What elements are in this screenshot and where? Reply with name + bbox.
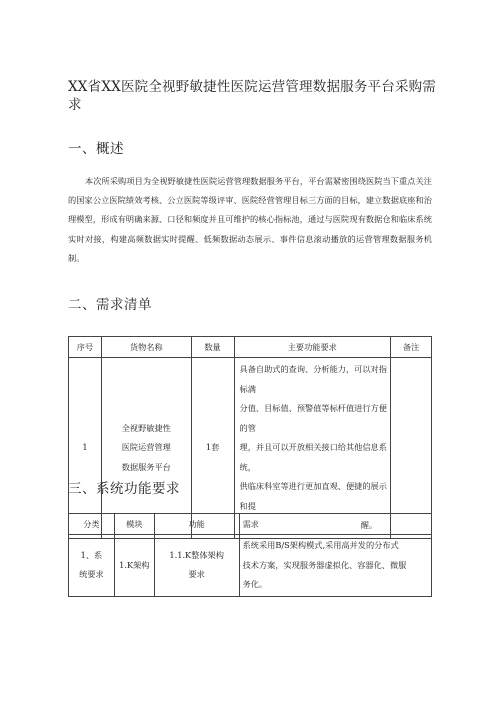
header-cell: 备注: [391, 337, 432, 358]
table-header-row: [69, 514, 432, 535]
header-cell: 序号: [69, 337, 102, 358]
goods-name: [101, 358, 191, 539]
requirement-line: 务化。: [242, 579, 268, 589]
section-heading-overview: 一、概述: [68, 141, 124, 157]
header-cell: 分类: [69, 514, 115, 535]
remarks: [391, 358, 432, 539]
function: [154, 535, 239, 597]
requirement: [239, 535, 431, 597]
document-title: XX省XX医院全视野敏捷性医院运营管理数据服务平台采购需求: [68, 79, 437, 113]
table-header-row: [69, 337, 432, 358]
requirement-line: 技术方案，实现服务器虚拟化、容器化、微服: [242, 559, 407, 570]
requirement-line: 具备自助式的查询、分析能力，可以对指标满: [239, 364, 387, 394]
overview-paragraph: 本次所采购项目为全视野敏捷性医院运营管理数据服务平台，平台需紧密围绕医院当下重点关注的国家公立医院绩效考核、公立医院等级评审、医院经营管理目标三方面的目标，建立数据底座和治理模型，形成有明确来源、口径和频度并且可维护的核心指标池，通过与医院现有数据仓和临床系统实时对接，构建高频数据实时提醒、低频数据动态展示、事件信息滚动播放的运营管理数据服务机制。: [68, 176, 432, 263]
header-cell: 主要功能要求: [234, 337, 391, 358]
header-cell: 数量: [191, 337, 234, 358]
header-cell: 模块: [114, 514, 154, 535]
function-line: 1.1.K整体架构: [169, 549, 224, 560]
module: 1.K架构: [114, 535, 154, 597]
goods-name-line: 数据服务平台: [121, 461, 171, 472]
section-heading-system-functions: 三、系统功能要求: [68, 481, 180, 497]
requirement-line: 醒。: [360, 520, 378, 530]
table-row: [69, 358, 432, 539]
system-function-table: [68, 513, 432, 597]
table-row: [69, 535, 432, 597]
section-heading-requirements-list: 二、需求清单: [68, 297, 152, 313]
requirements-list-table: [68, 336, 432, 539]
requirement-line: 理，并且可以开放相关接口给其他信息系统，: [239, 442, 387, 472]
category-line: 1、系: [80, 549, 103, 560]
quantity: 1套: [191, 358, 234, 539]
function-line: 要求: [188, 569, 205, 580]
header-cell: 需求: [239, 514, 431, 535]
row-number: 1: [69, 358, 102, 539]
requirement-line: 系统采用B/S架构模式,采用高并发的分布式: [242, 540, 399, 550]
category-line: 统要求: [79, 569, 104, 580]
main-function-requirements: [234, 358, 391, 539]
category: [69, 535, 115, 597]
requirement-line: 分值、目标值、预警值等标杆值进行方便的管: [239, 403, 387, 433]
goods-name-line: 全视野敏捷性: [121, 422, 171, 433]
header-cell: 功能: [154, 514, 239, 535]
goods-name-line: 医院运营管理: [121, 442, 171, 452]
header-cell: 货物名称: [101, 337, 191, 358]
requirement-line: 供临床科室等进行更加直观、便捷的展示和提: [239, 481, 387, 511]
